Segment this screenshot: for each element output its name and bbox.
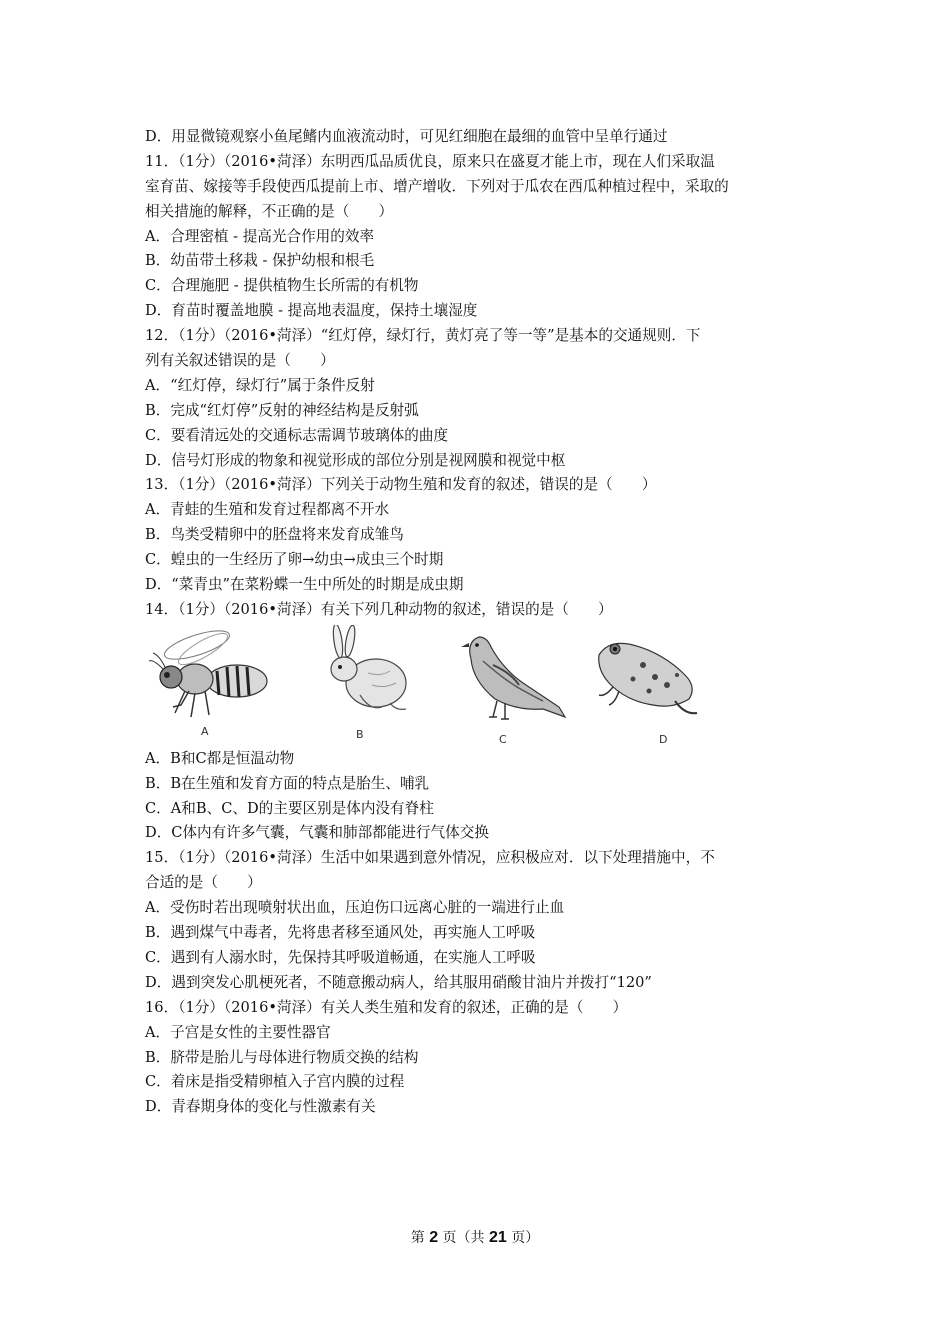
pigeon-illustration bbox=[457, 625, 572, 725]
q13-option-d: D．“菜青虫”在菜粉蝶一生中所处的时期是成虫期 bbox=[145, 576, 464, 594]
q16-option-c: C．着床是指受精卵植入子宫内膜的过程 bbox=[145, 1073, 405, 1091]
q13-option-c: C．蝗虫的一生经历了卵→幼虫→成虫三个时期 bbox=[145, 551, 444, 569]
total-page-number: 21 bbox=[489, 1229, 507, 1246]
q12-option-d: D．信号灯形成的物象和视觉形成的部位分别是视网膜和视觉中枢 bbox=[145, 451, 566, 469]
q15-option-c: C．遇到有人溺水时，先保持其呼吸道畅通，在实施人工呼吸 bbox=[145, 948, 536, 966]
q16-option-b: B．脐带是胎儿与母体进行物质交换的结构 bbox=[145, 1048, 419, 1066]
q15-stem-line: 合适的是（ ） bbox=[145, 874, 262, 892]
q16-stem-line: 16．（1分）（2016•菏泽）有关人类生殖和发育的叙述，正确的是（ ） bbox=[145, 998, 628, 1016]
q12-stem-line: 列有关叙述错误的是（ ） bbox=[145, 352, 335, 370]
footer-mid: 页（共 bbox=[442, 1230, 485, 1246]
q15-option-d: D．遇到突发心肌梗死者，不随意搬动病人，给其服用硝酸甘油片并拨打“120” bbox=[145, 973, 652, 991]
q11-stem-line: 室育苗、嫁接等手段使西瓜提前上市、增产增收．下列对于瓜农在西瓜种植过程中，采取的 bbox=[145, 177, 729, 195]
q14-option-c: C．A和B、C、D的主要区别是体内没有脊柱 bbox=[145, 799, 434, 817]
question-content bbox=[145, 125, 810, 1120]
q12-option-b: B．完成“红灯停”反射的神经结构是反射弧 bbox=[145, 401, 419, 419]
rabbit-illustration bbox=[320, 625, 415, 725]
bee-illustration bbox=[145, 625, 275, 725]
figure-label-d: D bbox=[659, 732, 668, 746]
page-footer bbox=[0, 1227, 950, 1247]
footer-prefix: 第 bbox=[410, 1230, 425, 1246]
frog-illustration bbox=[593, 625, 703, 725]
q11-stem-line: 11．（1分）（2016•菏泽）东明西瓜品质优良，原来只在盛夏才能上市，现在人们采取温 bbox=[145, 152, 715, 170]
q11-option-c: C．合理施肥 - 提供植物生长所需的有机物 bbox=[145, 277, 419, 295]
q16-option-a: A．子宫是女性的主要性器官 bbox=[145, 1023, 331, 1041]
q15-option-b: B．遇到煤气中毒者，先将患者移至通风处，再实施人工呼吸 bbox=[145, 924, 536, 942]
q13-option-b: B．鸟类受精卵中的胚盘将来发育成雏鸟 bbox=[145, 526, 404, 544]
current-page-number: 2 bbox=[429, 1229, 439, 1246]
q14-option-b: B．B在生殖和发育方面的特点是胎生、哺乳 bbox=[145, 774, 430, 792]
figure-label-c: C bbox=[499, 732, 507, 746]
figure-label-b: B bbox=[356, 727, 364, 741]
q14-option-a: A．B和C都是恒温动物 bbox=[145, 749, 295, 767]
q11-option-d: D．育苗时覆盖地膜 - 提高地表温度，保持土壤湿度 bbox=[145, 302, 478, 320]
q11-stem-line: 相关措施的解释，不正确的是（ ） bbox=[145, 202, 394, 220]
q15-stem-line: 15．（1分）（2016•菏泽）生活中如果遇到意外情况，应积极应对．以下处理措施中，不 bbox=[145, 849, 715, 867]
q11-option-a: A．合理密植 - 提高光合作用的效率 bbox=[145, 227, 375, 245]
figure-label-a: A bbox=[201, 724, 209, 738]
q14-option-d: D．C体内有许多气囊，气囊和肺部都能进行气体交换 bbox=[145, 824, 489, 842]
q12-option-c: C．要看清远处的交通标志需调节玻璃体的曲度 bbox=[145, 426, 449, 444]
q16-option-d: D．青春期身体的变化与性激素有关 bbox=[145, 1098, 376, 1116]
q13-option-a: A．青蛙的生殖和发育过程都离不开水 bbox=[145, 501, 390, 519]
q12-option-a: A．“红灯停，绿灯行”属于条件反射 bbox=[145, 376, 375, 394]
animal-figure bbox=[145, 625, 810, 747]
q14-stem-line: 14．（1分）（2016•菏泽）有关下列几种动物的叙述，错误的是（ ） bbox=[145, 600, 613, 618]
footer-suffix: 页） bbox=[511, 1230, 540, 1246]
q15-option-a: A．受伤时若出现喷射状出血，压迫伤口远离心脏的一端进行止血 bbox=[145, 899, 565, 917]
q11-option-b: B．幼苗带土移栽 - 保护幼根和根毛 bbox=[145, 252, 375, 270]
q10-option-d: D．用显微镜观察小鱼尾鳍内血液流动时，可见红细胞在最细的血管中呈单行通过 bbox=[145, 128, 668, 145]
q13-stem-line: 13．（1分）（2016•菏泽）下列关于动物生殖和发育的叙述，错误的是（ ） bbox=[145, 476, 657, 494]
q12-stem-line: 12．（1分）（2016•菏泽）“红灯停，绿灯行，黄灯亮了等一等”是基本的交通规则．下 bbox=[145, 327, 701, 345]
